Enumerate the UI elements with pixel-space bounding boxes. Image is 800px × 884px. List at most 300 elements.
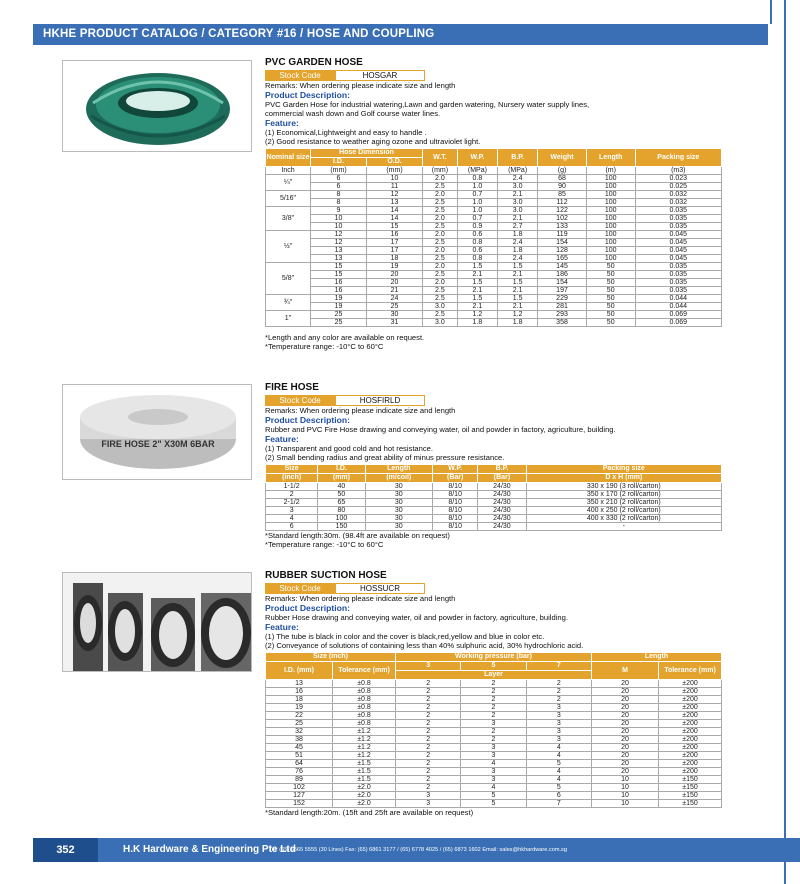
pvc-th-bp: B.P. bbox=[498, 149, 538, 167]
pvc-cell: 50 bbox=[586, 279, 635, 287]
fire-stock-label: Stock Code bbox=[265, 395, 335, 406]
pvc-cell: 17 bbox=[367, 239, 423, 247]
pvc-cell: 15 bbox=[311, 263, 367, 271]
table-row bbox=[266, 239, 722, 247]
rubber-cell: 20 bbox=[592, 728, 659, 736]
pvc-cell: 50 bbox=[586, 271, 635, 279]
rubber-cell: ±200 bbox=[659, 680, 722, 688]
rubber-hose-photo bbox=[62, 572, 252, 672]
pvc-cell: 2.0 bbox=[423, 247, 458, 255]
fire-cell: 8/10 bbox=[433, 507, 478, 515]
rubber-cell: 45 bbox=[266, 744, 333, 752]
pvc-cell: 2.1 bbox=[498, 271, 538, 279]
rubber-cell: 20 bbox=[592, 736, 659, 744]
rubber-cell: 4 bbox=[526, 776, 591, 784]
pvc-cell: 0.032 bbox=[635, 191, 721, 199]
pvc-cell: 112 bbox=[538, 199, 587, 207]
pvc-cell: 0.023 bbox=[635, 175, 721, 183]
pvc-cell: 133 bbox=[538, 223, 587, 231]
pvc-cell: 3.0 bbox=[498, 183, 538, 191]
pvc-cell: 186 bbox=[538, 271, 587, 279]
fire-th-unit: (m/coil) bbox=[365, 474, 433, 483]
rubber-cell: ±0.8 bbox=[333, 712, 396, 720]
pvc-unit-cell: (MPa) bbox=[457, 167, 497, 175]
table-row bbox=[266, 295, 722, 303]
pvc-cell: 154 bbox=[538, 239, 587, 247]
pvc-unit-cell: (mm) bbox=[423, 167, 458, 175]
rubber-cell: 152 bbox=[266, 800, 333, 808]
fire-th: W.P. bbox=[433, 465, 478, 474]
pvc-cell: 13 bbox=[311, 247, 367, 255]
pvc-cell: 20 bbox=[367, 271, 423, 279]
rubber-cell: ±1.2 bbox=[333, 728, 396, 736]
fire-cell: 40 bbox=[318, 483, 365, 491]
rubber-cell: 3 bbox=[526, 720, 591, 728]
pvc-hose-photo bbox=[62, 60, 252, 152]
pvc-cell: 3.0 bbox=[498, 199, 538, 207]
rubber-cell: 2 bbox=[461, 680, 526, 688]
table-row bbox=[266, 223, 722, 231]
fire-desc-1: Rubber and PVC Fire Hose drawing and conveying water, oil and powder in factory, agriculture, building. bbox=[265, 425, 616, 434]
rubber-th-3: 3 bbox=[396, 662, 461, 671]
table-row bbox=[266, 303, 722, 311]
rubber-cell: ±0.8 bbox=[333, 696, 396, 704]
rubber-cell: 7 bbox=[526, 800, 591, 808]
rubber-cell: 2 bbox=[461, 736, 526, 744]
pvc-cell: 0.7 bbox=[457, 191, 497, 199]
rubber-cell: ±200 bbox=[659, 712, 722, 720]
fire-cell: 65 bbox=[318, 499, 365, 507]
rubber-th-7: 7 bbox=[526, 662, 591, 671]
right-stripe bbox=[784, 0, 786, 884]
pvc-desc-2: commercial wash down and Golf course water lines. bbox=[265, 109, 441, 118]
pvc-cell: 2.5 bbox=[423, 239, 458, 247]
pvc-cell: 293 bbox=[538, 311, 587, 319]
pvc-cell: 1.5 bbox=[457, 279, 497, 287]
fire-desc-title: Product Description: bbox=[265, 415, 350, 425]
rubber-cell: 32 bbox=[266, 728, 333, 736]
table-row bbox=[266, 776, 722, 784]
table-row bbox=[266, 287, 722, 295]
table-row bbox=[266, 744, 722, 752]
fire-note-1: *Standard length:30m. (98.4ft are available on request) bbox=[265, 531, 450, 540]
pvc-cell: 197 bbox=[538, 287, 587, 295]
fire-hose-photo bbox=[62, 384, 252, 480]
pvc-unit-row bbox=[266, 167, 722, 175]
rubber-cell: ±150 bbox=[659, 776, 722, 784]
rubber-cell: ±1.5 bbox=[333, 776, 396, 784]
rubber-th-layer: Layer bbox=[396, 671, 592, 680]
pvc-cell: 0.7 bbox=[457, 215, 497, 223]
pvc-size-cell: ¾" bbox=[266, 295, 311, 311]
pvc-cell: 25 bbox=[311, 311, 367, 319]
pvc-cell: 3.0 bbox=[423, 303, 458, 311]
rubber-cell: 2 bbox=[461, 712, 526, 720]
pvc-size-cell: ½" bbox=[266, 231, 311, 263]
rubber-cell: ±1.5 bbox=[333, 760, 396, 768]
fire-feat-title: Feature: bbox=[265, 434, 299, 444]
pvc-cell: 0.035 bbox=[635, 223, 721, 231]
rubber-cell: ±0.8 bbox=[333, 704, 396, 712]
rubber-th-m: M bbox=[592, 662, 659, 680]
pvc-cell: 14 bbox=[367, 215, 423, 223]
pvc-cell: 2.0 bbox=[423, 279, 458, 287]
pvc-cell: 0.035 bbox=[635, 207, 721, 215]
fire-cell: 100 bbox=[318, 515, 365, 523]
pvc-cell: 85 bbox=[538, 191, 587, 199]
pvc-unit-cell: (MPa) bbox=[498, 167, 538, 175]
rubber-cell: 20 bbox=[592, 760, 659, 768]
rubber-cell: 2 bbox=[396, 752, 461, 760]
table-row bbox=[266, 736, 722, 744]
pvc-cell: 2.1 bbox=[457, 303, 497, 311]
pvc-desc-1: PVC Garden Hose for industrial watering,Lawn and garden watering, Nursery water supply lines, bbox=[265, 100, 590, 109]
pvc-cell: 0.035 bbox=[635, 279, 721, 287]
table-row bbox=[266, 800, 722, 808]
table-row bbox=[266, 507, 722, 515]
fire-cell: 2 bbox=[266, 491, 318, 499]
table-row bbox=[266, 680, 722, 688]
pvc-cell: 358 bbox=[538, 319, 587, 327]
rubber-cell: 2 bbox=[396, 680, 461, 688]
pvc-cell: 2.0 bbox=[423, 231, 458, 239]
rubber-cell: 20 bbox=[592, 720, 659, 728]
pvc-th-pack: Packing size bbox=[635, 149, 721, 167]
rubber-cell: ±200 bbox=[659, 688, 722, 696]
pvc-cell: 100 bbox=[586, 207, 635, 215]
pvc-cell: 281 bbox=[538, 303, 587, 311]
rubber-cell: ±2.0 bbox=[333, 800, 396, 808]
pvc-cell: 0.069 bbox=[635, 319, 721, 327]
table-row bbox=[266, 704, 722, 712]
rubber-cell: ±150 bbox=[659, 800, 722, 808]
table-row bbox=[266, 271, 722, 279]
rubber-th-tolm: Tolerance (mm) bbox=[659, 662, 722, 680]
pvc-cell: 100 bbox=[586, 215, 635, 223]
pvc-cell: 145 bbox=[538, 263, 587, 271]
fire-cell: 350 x 170 (2 roll/carton) bbox=[526, 491, 721, 499]
pvc-cell: 0.045 bbox=[635, 239, 721, 247]
table-row bbox=[266, 515, 722, 523]
pvc-cell: 0.035 bbox=[635, 263, 721, 271]
rubber-cell: 19 bbox=[266, 704, 333, 712]
rubber-cell: 3 bbox=[461, 768, 526, 776]
rubber-cell: 10 bbox=[592, 792, 659, 800]
rubber-cell: 3 bbox=[526, 728, 591, 736]
pvc-cell: 20 bbox=[367, 279, 423, 287]
table-row bbox=[266, 231, 722, 239]
pvc-cell: 19 bbox=[311, 295, 367, 303]
pvc-cell: 2.5 bbox=[423, 311, 458, 319]
table-row bbox=[266, 728, 722, 736]
pvc-unit-cell: (mm) bbox=[311, 167, 367, 175]
rubber-desc-title: Product Description: bbox=[265, 603, 350, 613]
rubber-cell: ±1.2 bbox=[333, 752, 396, 760]
pvc-cell: 2.5 bbox=[423, 223, 458, 231]
pvc-cell: 3.0 bbox=[423, 319, 458, 327]
pvc-cell: 8 bbox=[311, 191, 367, 199]
pvc-cell: 2.7 bbox=[498, 223, 538, 231]
fire-th: I.D. bbox=[318, 465, 365, 474]
pvc-cell: 14 bbox=[367, 207, 423, 215]
pvc-cell: 2.5 bbox=[423, 271, 458, 279]
table-row bbox=[266, 183, 722, 191]
pvc-cell: 50 bbox=[586, 303, 635, 311]
fire-cell: 30 bbox=[365, 499, 433, 507]
pvc-cell: 0.044 bbox=[635, 295, 721, 303]
pvc-note-1: *Length and any color are available on request. bbox=[265, 333, 425, 342]
fire-section bbox=[265, 382, 722, 549]
pvc-cell: 8 bbox=[311, 199, 367, 207]
rubber-cell: 4 bbox=[526, 768, 591, 776]
table-row bbox=[266, 319, 722, 327]
fire-cell: 4 bbox=[266, 515, 318, 523]
table-row bbox=[266, 191, 722, 199]
fire-th-unit: (mm) bbox=[318, 474, 365, 483]
pvc-cell: 50 bbox=[586, 263, 635, 271]
fire-cell: 8/10 bbox=[433, 491, 478, 499]
pvc-cell: 16 bbox=[311, 287, 367, 295]
pvc-cell: 15 bbox=[311, 271, 367, 279]
pvc-cell: 0.032 bbox=[635, 199, 721, 207]
fire-cell: 330 x 190 (3 roll/carton) bbox=[526, 483, 721, 491]
rubber-cell: ±150 bbox=[659, 792, 722, 800]
pvc-cell: 6 bbox=[311, 175, 367, 183]
table-row bbox=[266, 792, 722, 800]
rubber-cell: 22 bbox=[266, 712, 333, 720]
pvc-cell: 2.5 bbox=[423, 255, 458, 263]
table-row bbox=[266, 720, 722, 728]
rubber-cell: 10 bbox=[592, 776, 659, 784]
fire-cell: 1-1/2 bbox=[266, 483, 318, 491]
fire-cell: 24/30 bbox=[478, 483, 526, 491]
pvc-th-hosedim: Hose Dimension bbox=[311, 149, 423, 158]
rubber-cell: 20 bbox=[592, 704, 659, 712]
pvc-cell: 2.0 bbox=[423, 175, 458, 183]
pvc-cell: 10 bbox=[311, 215, 367, 223]
fire-cell: - bbox=[526, 523, 721, 531]
rubber-cell: ±200 bbox=[659, 720, 722, 728]
table-row bbox=[266, 207, 722, 215]
rubber-feat-title: Feature: bbox=[265, 622, 299, 632]
rubber-th-size: Size (inch) bbox=[266, 653, 396, 662]
fire-cell: 8/10 bbox=[433, 515, 478, 523]
pvc-stock-code: HOSGAR bbox=[335, 70, 425, 81]
pvc-cell: 100 bbox=[586, 183, 635, 191]
pvc-cell: 0.044 bbox=[635, 303, 721, 311]
fire-th-unit: (Bar) bbox=[433, 474, 478, 483]
pvc-cell: 2.1 bbox=[498, 303, 538, 311]
rubber-cell: 127 bbox=[266, 792, 333, 800]
pvc-feat-2: (2) Good resistance to weather aging ozone and ultraviolet light. bbox=[265, 137, 481, 146]
pvc-cell: 50 bbox=[586, 287, 635, 295]
pvc-cell: 16 bbox=[311, 279, 367, 287]
pvc-table bbox=[265, 148, 722, 327]
pvc-feat-title: Feature: bbox=[265, 118, 299, 128]
rubber-cell: ±1.5 bbox=[333, 768, 396, 776]
rubber-stock bbox=[265, 583, 722, 594]
fire-cell: 400 x 330 (2 roll/carton) bbox=[526, 515, 721, 523]
rubber-cell: 2 bbox=[396, 760, 461, 768]
rubber-cell: 2 bbox=[526, 696, 591, 704]
pvc-unit-cell: (m3) bbox=[635, 167, 721, 175]
pvc-cell: 90 bbox=[538, 183, 587, 191]
table-row bbox=[266, 199, 722, 207]
fire-stock-code: HOSFIRLD bbox=[335, 395, 425, 406]
rubber-cell: 4 bbox=[526, 744, 591, 752]
pvc-cell: 2.1 bbox=[457, 271, 497, 279]
top-tick bbox=[770, 0, 772, 24]
rubber-cell: 3 bbox=[526, 712, 591, 720]
fire-cell: 400 x 250 (2 roll/carton) bbox=[526, 507, 721, 515]
rubber-cell: ±1.2 bbox=[333, 736, 396, 744]
rubber-cell: 3 bbox=[461, 752, 526, 760]
fire-th: Length bbox=[365, 465, 433, 474]
pvc-cell: 19 bbox=[367, 263, 423, 271]
rubber-cell: 20 bbox=[592, 680, 659, 688]
rubber-cell: 3 bbox=[396, 800, 461, 808]
fire-table bbox=[265, 464, 722, 531]
pvc-cell: 0.035 bbox=[635, 271, 721, 279]
table-row bbox=[266, 263, 722, 271]
rubber-cell: 2 bbox=[526, 688, 591, 696]
pvc-cell: 2.0 bbox=[423, 263, 458, 271]
pvc-size-cell: ¼" bbox=[266, 175, 311, 191]
pvc-cell: 11 bbox=[367, 183, 423, 191]
pvc-cell: 17 bbox=[367, 247, 423, 255]
rubber-cell: ±0.8 bbox=[333, 680, 396, 688]
pvc-cell: 0.6 bbox=[457, 247, 497, 255]
fire-cell: 24/30 bbox=[478, 491, 526, 499]
fire-stock bbox=[265, 395, 722, 406]
pvc-cell: 2.5 bbox=[423, 295, 458, 303]
pvc-cell: 100 bbox=[586, 239, 635, 247]
pvc-cell: 1.0 bbox=[457, 207, 497, 215]
pvc-th-length: Length bbox=[586, 149, 635, 167]
rubber-th-5: 5 bbox=[461, 662, 526, 671]
rubber-hose-image bbox=[63, 573, 252, 672]
table-row bbox=[266, 311, 722, 319]
pvc-cell: 1.2 bbox=[498, 311, 538, 319]
fire-cell: 6 bbox=[266, 523, 318, 531]
pvc-cell: 1.2 bbox=[457, 311, 497, 319]
rubber-cell: 2 bbox=[461, 704, 526, 712]
rubber-cell: 6 bbox=[526, 792, 591, 800]
rubber-cell: 10 bbox=[592, 800, 659, 808]
table-row bbox=[266, 784, 722, 792]
pvc-stock bbox=[265, 70, 722, 81]
fire-cell: 8/10 bbox=[433, 523, 478, 531]
header-title: HKHE PRODUCT CATALOG / CATEGORY #16 / HOSE AND COUPLING bbox=[43, 28, 435, 40]
rubber-cell: 5 bbox=[526, 784, 591, 792]
fire-title: FIRE HOSE bbox=[265, 382, 319, 393]
pvc-cell: 0.6 bbox=[457, 231, 497, 239]
rubber-cell: 89 bbox=[266, 776, 333, 784]
pvc-cell: 2.4 bbox=[498, 239, 538, 247]
table-row bbox=[266, 499, 722, 507]
pvc-th-wt: W.T. bbox=[423, 149, 458, 167]
pvc-cell: 100 bbox=[586, 223, 635, 231]
pvc-cell: 19 bbox=[311, 303, 367, 311]
pvc-cell: 12 bbox=[311, 231, 367, 239]
pvc-feat-1: (1) Economical,Lightweight and easy to handle . bbox=[265, 128, 427, 137]
pvc-cell: 50 bbox=[586, 311, 635, 319]
pvc-cell: 128 bbox=[538, 247, 587, 255]
rubber-cell: 20 bbox=[592, 696, 659, 704]
rubber-cell: 51 bbox=[266, 752, 333, 760]
table-row bbox=[266, 688, 722, 696]
fire-th-unit: (Bar) bbox=[478, 474, 526, 483]
fire-th-unit: D x H (mm) bbox=[526, 474, 721, 483]
pvc-cell: 2.1 bbox=[498, 215, 538, 223]
fire-cell: 8/10 bbox=[433, 483, 478, 491]
fire-hose-roll-image bbox=[63, 385, 252, 480]
table-row bbox=[266, 752, 722, 760]
pvc-hose-coil-image bbox=[63, 61, 252, 152]
pvc-cell: 0.069 bbox=[635, 311, 721, 319]
rubber-cell: ±200 bbox=[659, 768, 722, 776]
fire-cell: 30 bbox=[365, 507, 433, 515]
pvc-cell: 2.1 bbox=[498, 287, 538, 295]
rubber-cell: 20 bbox=[592, 712, 659, 720]
pvc-cell: 0.8 bbox=[457, 255, 497, 263]
pvc-size-cell: 5/8" bbox=[266, 263, 311, 295]
pvc-th-od: O.D. bbox=[367, 158, 423, 167]
pvc-cell: 1.8 bbox=[498, 319, 538, 327]
pvc-cell: 100 bbox=[586, 175, 635, 183]
pvc-cell: 30 bbox=[367, 311, 423, 319]
pvc-cell: 0.8 bbox=[457, 175, 497, 183]
fire-cell: 350 x 210 (2 roll/carton) bbox=[526, 499, 721, 507]
fire-cell: 24/30 bbox=[478, 523, 526, 531]
fire-th: Size bbox=[266, 465, 318, 474]
rubber-cell: 3 bbox=[461, 744, 526, 752]
pvc-cell: 13 bbox=[311, 255, 367, 263]
pvc-cell: 0.045 bbox=[635, 231, 721, 239]
table-row bbox=[266, 483, 722, 491]
pvc-cell: 0.8 bbox=[457, 239, 497, 247]
rubber-cell: ±200 bbox=[659, 744, 722, 752]
pvc-cell: 2.5 bbox=[423, 199, 458, 207]
rubber-cell: 20 bbox=[592, 768, 659, 776]
pvc-cell: 0.025 bbox=[635, 183, 721, 191]
rubber-cell: 2 bbox=[396, 688, 461, 696]
pvc-cell: 0.035 bbox=[635, 287, 721, 295]
rubber-cell: 20 bbox=[592, 744, 659, 752]
rubber-cell: 13 bbox=[266, 680, 333, 688]
pvc-cell: 25 bbox=[311, 319, 367, 327]
table-row bbox=[266, 523, 722, 531]
pvc-unit-cell: (m) bbox=[586, 167, 635, 175]
pvc-cell: 165 bbox=[538, 255, 587, 263]
rubber-cell: 3 bbox=[526, 704, 591, 712]
rubber-cell: 2 bbox=[461, 696, 526, 704]
table-row bbox=[266, 279, 722, 287]
pvc-cell: 16 bbox=[367, 231, 423, 239]
rubber-cell: 18 bbox=[266, 696, 333, 704]
pvc-cell: 1.5 bbox=[498, 263, 538, 271]
pvc-cell: 122 bbox=[538, 207, 587, 215]
rubber-cell: 2 bbox=[396, 768, 461, 776]
rubber-cell: 3 bbox=[461, 720, 526, 728]
pvc-cell: 1.5 bbox=[457, 263, 497, 271]
contact-info: Tel: (65) 6565 5555 (30 Lines) Fax: (65) 6861 3177 / (65) 6778 4025 / (65) 6873 1602 Email: sales@hkhardware.com.sg bbox=[269, 847, 567, 853]
rubber-cell: 16 bbox=[266, 688, 333, 696]
rubber-cell: ±200 bbox=[659, 760, 722, 768]
pvc-cell: 1.8 bbox=[498, 231, 538, 239]
pvc-th-nominal: Nominal size bbox=[266, 149, 311, 167]
pvc-cell: 2.1 bbox=[498, 191, 538, 199]
